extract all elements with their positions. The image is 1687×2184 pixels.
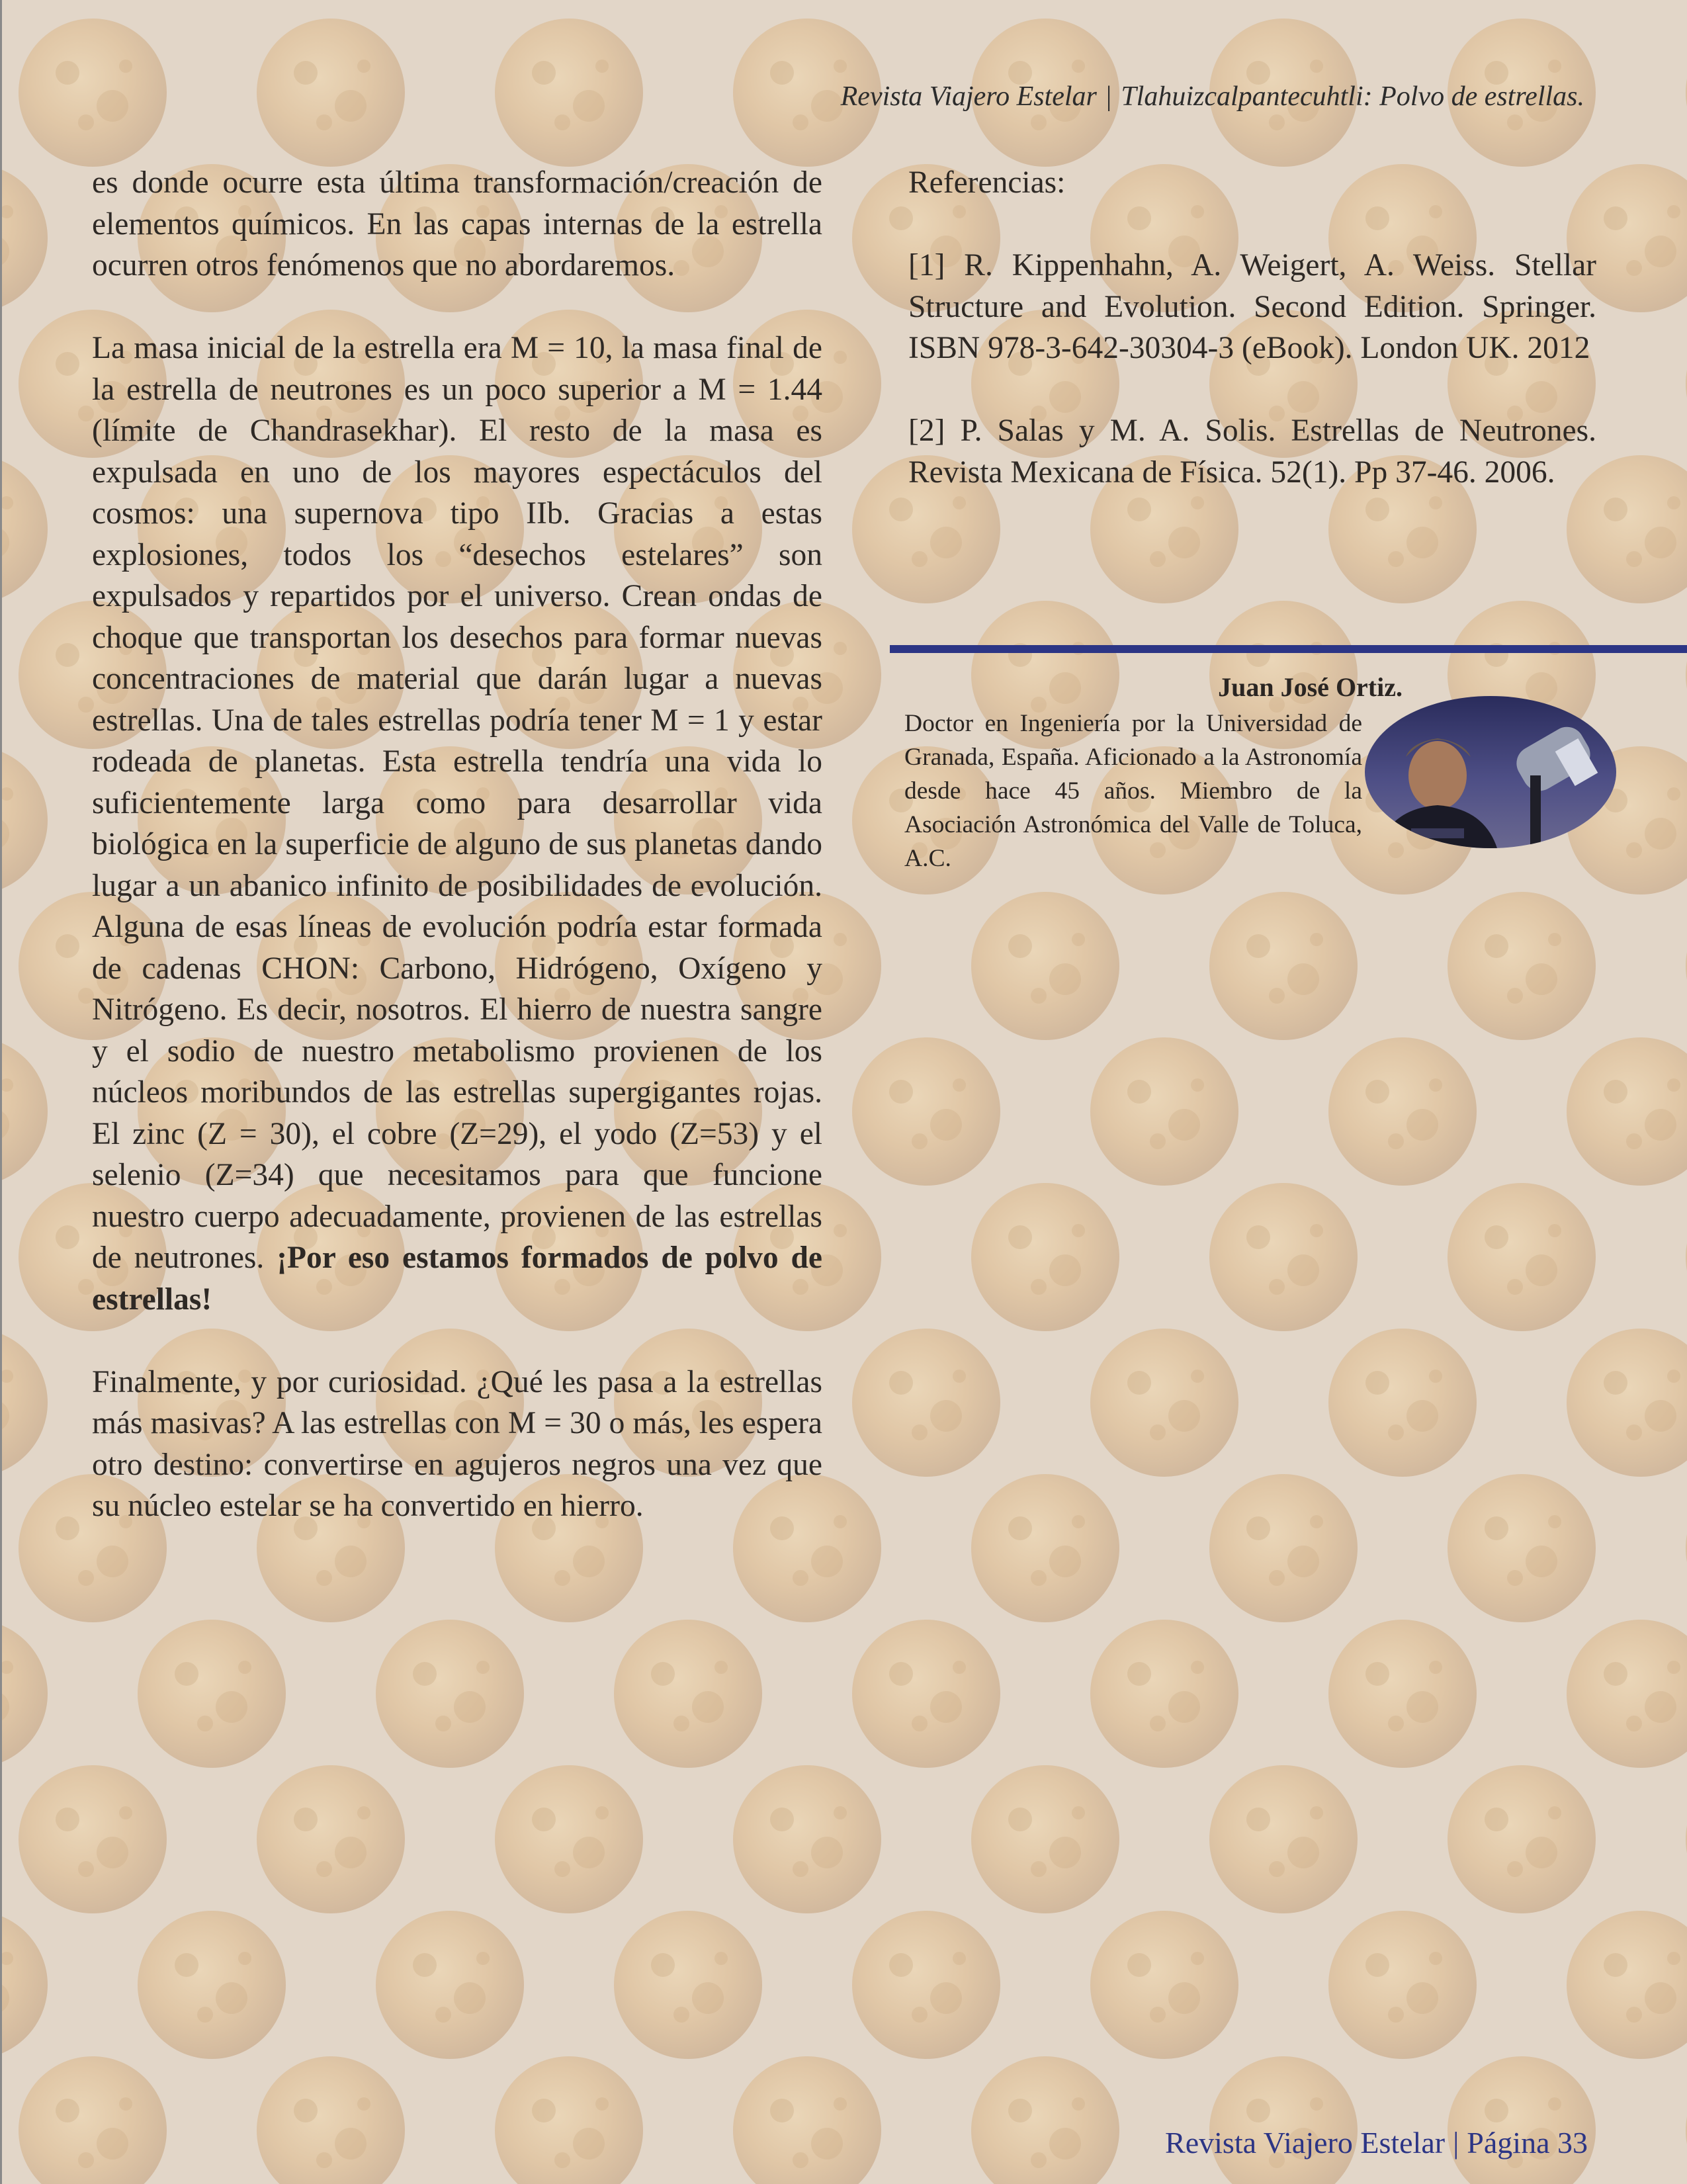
footer-page-number: Página 33	[1467, 2126, 1588, 2160]
body-paragraph-1: es donde ocurre esta última transformación/creación de elementos químicos. En las capas internas de la estrella ocurren otros fenómenos que no abordaremos.	[92, 165, 822, 283]
moon-pattern-tile	[257, 1765, 405, 1913]
moon-pattern-tile	[1567, 1037, 1687, 1186]
moon-pattern-tile	[1448, 1183, 1596, 1331]
moon-pattern-tile	[1209, 1474, 1358, 1622]
author-name: Juan José Ortiz.	[1218, 672, 1403, 702]
moon-pattern-tile	[19, 1765, 167, 1913]
moon-pattern-tile	[1209, 2056, 1358, 2184]
moon-pattern-tile	[495, 1765, 643, 1913]
moon-pattern-tile	[852, 1329, 1000, 1477]
moon-pattern-tile	[1209, 892, 1358, 1040]
moon-pattern-tile	[1328, 1911, 1477, 2059]
references-section	[908, 162, 1596, 535]
body-paragraph-2-emphasis: ¡Por eso estamos formados de polvo de estrellas!	[92, 1241, 822, 1317]
moon-pattern-tile	[1090, 1911, 1238, 2059]
moon-pattern-tile	[1567, 1620, 1687, 1768]
body-paragraph-2	[92, 328, 822, 1320]
moon-pattern-tile	[733, 2056, 881, 2184]
moon-pattern-tile	[1567, 1329, 1687, 1477]
moon-pattern-tile	[0, 164, 48, 312]
moon-pattern-tile	[257, 19, 405, 167]
footer-separator: |	[1453, 2126, 1459, 2160]
moon-pattern-tile	[0, 1329, 48, 1477]
moon-pattern-tile	[971, 2056, 1119, 2184]
moon-pattern-tile	[0, 1037, 48, 1186]
moon-pattern-tile	[19, 19, 167, 167]
moon-pattern-tile	[376, 1911, 524, 2059]
moon-pattern-tile	[852, 1911, 1000, 2059]
page-left-border	[0, 0, 2, 2184]
reference-item-2: [2] P. Salas y M. A. Solis. Estrellas de Neutrones. Revista Mexicana de Física. 52(1). Pp 37-46. 2006.	[908, 414, 1596, 490]
moon-pattern-tile	[138, 1620, 286, 1768]
moon-pattern-tile	[971, 1183, 1119, 1331]
reference-item-1: [1] R. Kippenhahn, A. Weigert, A. Weiss. Stellar Structure and Evolution. Second Edition. Springer. ISBN 978-3-642-30304-3 (eBook). London UK. 2012	[908, 248, 1596, 365]
body-paragraph-3: Finalmente, y por curiosidad. ¿Qué les pasa a la estrellas más masivas? A las estrellas con M = 30 o más, les espera otro destino: convertirse en agujeros negros una vez que su núcleo estelar se ha convertido en hierro.	[92, 1364, 822, 1523]
moon-pattern-tile	[1328, 1329, 1477, 1477]
moon-pattern-tile	[971, 1765, 1119, 1913]
moon-pattern-tile	[1328, 1037, 1477, 1186]
moon-pattern-tile	[19, 2056, 167, 2184]
author-photo	[1365, 696, 1616, 848]
header-magazine-name: Revista Viajero Estelar	[840, 81, 1097, 112]
moon-pattern-tile	[1448, 1474, 1596, 1622]
moon-pattern-tile	[495, 19, 643, 167]
moon-pattern-tile	[0, 746, 48, 895]
moon-pattern-tile	[852, 1620, 1000, 1768]
moon-pattern-tile	[138, 1911, 286, 2059]
running-header	[662, 81, 1584, 112]
moon-pattern-tile	[1448, 1765, 1596, 1913]
moon-pattern-tile	[1209, 1183, 1358, 1331]
moon-pattern-tile	[1448, 892, 1596, 1040]
moon-pattern-tile	[852, 1037, 1000, 1186]
moon-pattern-tile	[495, 2056, 643, 2184]
moon-pattern-tile	[0, 1620, 48, 1768]
references-heading: Referencias:	[908, 165, 1066, 200]
moon-pattern-tile	[1328, 1620, 1477, 1768]
author-bio: Doctor en Ingeniería por la Universidad de Granada, España. Aficionado a la Astronomía desde hace 45 años. Miembro de la Asociación Astronómica del Valle de Toluca, A.C.	[904, 710, 1362, 872]
moon-pattern-tile	[376, 1620, 524, 1768]
body-paragraph-2-text: La masa inicial de la estrella era M = 10, la masa final de la estrella de neutrones es un poco superior a M = 1.44 (límite de Chandrasekhar). El resto de la masa es expulsada en uno de los mayores espectáculos del cosmos: una supernova tipo IIb. Gracias a estas explosiones, todos los “desechos estelares” son expulsados y repartidos por el universo. Crean ondas de choque que transportan los desechos para formar nuevas concentraciones de material que darán lugar a nuevas estrellas. Una de tales estrellas podría tener M = 1 y estar rodeada de planetas. Esta estrella tendría una vida lo suficientemente larga como para desarrollar vida biológica en la superficie de alguno de sus planetas dando lugar a un abanico infinito de posibilidades de evolución. Alguna de esas líneas de evolución podría estar formada de cadenas CHON: Carbono, Hidrógeno, Oxígeno y Nitrógeno. Es decir, nosotros. El hierro de nuestra sangre y el sodio de nuestro metabolismo provienen de los núcleos moribundos de las estrellas supergigantes rojas. El zinc (Z = 30), el cobre (Z=29), el yodo (Z=53) y el selenio (Z=34) que necesitamos para que funcione nuestro cuerpo adecuadamente, provienen de las estrellas de neutrones.	[92, 331, 822, 1275]
header-article-title: Tlahuizcalpantecuhtli: Polvo de estrellas.	[1121, 81, 1584, 112]
moon-pattern-tile	[1090, 1620, 1238, 1768]
moon-pattern-tile	[1209, 1765, 1358, 1913]
moon-pattern-tile	[971, 1474, 1119, 1622]
page-footer	[926, 2125, 1588, 2160]
moon-pattern-tile	[257, 2056, 405, 2184]
moon-pattern-tile	[0, 455, 48, 603]
section-divider	[890, 645, 1687, 653]
moon-pattern-tile	[1090, 1329, 1238, 1477]
header-separator: |	[1105, 81, 1112, 112]
moon-pattern-tile	[1090, 1037, 1238, 1186]
article-body-column	[92, 162, 822, 1568]
moon-pattern-tile	[614, 1620, 762, 1768]
moon-pattern-tile	[1448, 2056, 1596, 2184]
moon-pattern-tile	[0, 1911, 48, 2059]
moon-pattern-tile	[733, 1765, 881, 1913]
moon-pattern-tile	[1567, 1911, 1687, 2059]
moon-pattern-tile	[614, 1911, 762, 2059]
moon-pattern-tile	[971, 892, 1119, 1040]
footer-magazine-name: Revista Viajero Estelar	[1165, 2126, 1446, 2160]
